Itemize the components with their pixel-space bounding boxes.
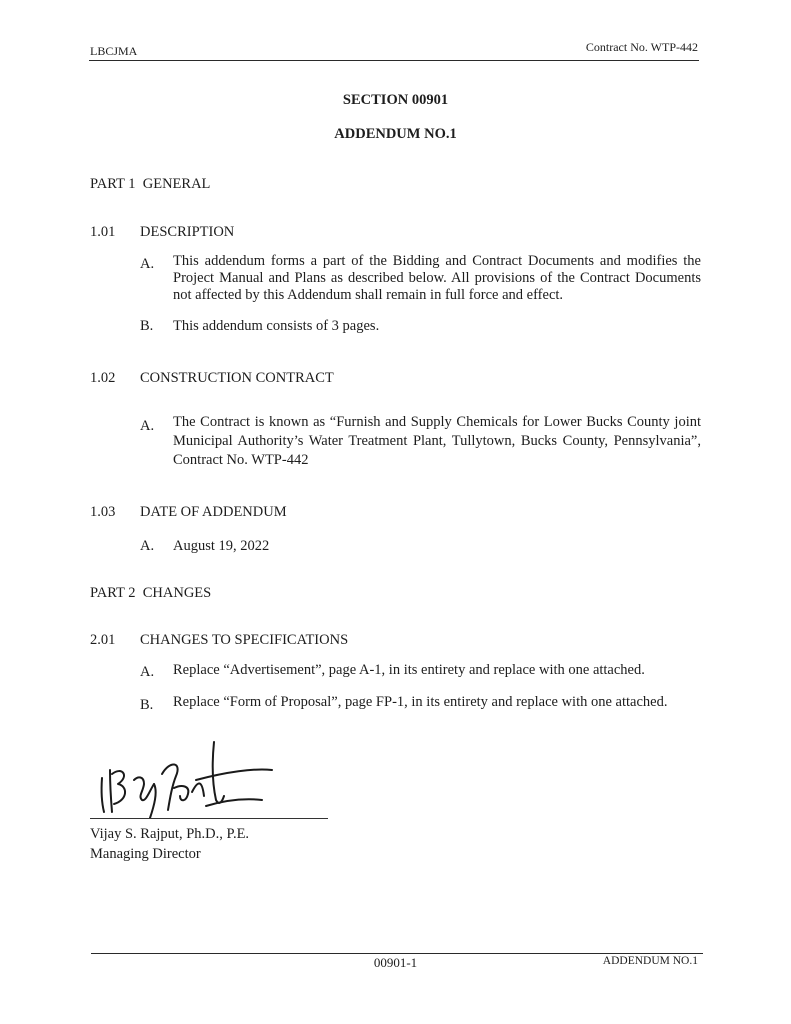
section-1-03-a-date: August 19, 2022 [173,538,270,554]
section-2-01-b-text: Replace “Form of Proposal”, page FP-1, in its entirety and replace with one attached. [173,694,668,710]
section-1-01-b-label: B. [140,318,154,334]
part-1-heading [90,176,210,193]
part-1-label: PART 1 [90,176,136,192]
section-1-02-a-label: A. [140,418,155,434]
section-2-01-a-label: A. [140,664,155,680]
part-1-title: GENERAL [142,176,211,192]
section-title: SECTION 00901 [342,92,449,108]
header-org: LBCJMA [90,44,138,58]
handwritten-signature [96,740,286,818]
section-1-02-a-text: The Contract is known as “Furnish and Supply Chemicals for Lower Bucks County joint Municipal Authority’s Water Treatment Plant, Tullytown, Bucks County, Pennsylvania”, Contract No. WTP-442 [173,414,701,468]
signer-role: Managing Director [90,846,201,862]
footer-rule [91,953,703,954]
section-1-02-number: 1.02 [90,370,116,386]
section-1-02-title: CONSTRUCTION CONTRACT [140,370,334,386]
section-1-01-a-text: This addendum forms a part of the Bidding and Contract Documents and modifies the Project Manual and Plans as described below. All provisions of the Contract Documents not affected by this Addendum shall remain in full force and effect. [173,253,701,303]
part-2-title: CHANGES [142,585,212,601]
signer-name: Vijay S. Rajput, Ph.D., P.E. [90,826,250,842]
section-1-03-number: 1.03 [90,504,116,520]
addendum-title: ADDENDUM NO.1 [334,126,457,142]
page-number: 00901-1 [373,955,418,970]
part-2-heading [90,585,211,602]
section-1-01-b-text: This addendum consists of 3 pages. [173,318,380,334]
section-1-01-a-label: A. [140,256,155,272]
section-1-03-title: DATE OF ADDENDUM [140,504,287,520]
header-contract-no: Contract No. WTP-442 [585,40,698,54]
signature-line [90,818,328,819]
section-1-01-title: DESCRIPTION [140,224,235,240]
header-rule [89,60,699,61]
section-2-01-a-text: Replace “Advertisement”, page A-1, in its entirety and replace with one attached. [173,662,645,678]
footer-addendum-label: ADDENDUM NO.1 [602,955,698,967]
section-2-01-title: CHANGES TO SPECIFICATIONS [140,632,349,648]
section-2-01-b-label: B. [140,697,154,713]
part-2-label: PART 2 [90,585,136,601]
section-2-01-number: 2.01 [90,632,116,648]
section-1-01-number: 1.01 [90,224,116,240]
section-1-03-a-label: A. [140,538,155,554]
